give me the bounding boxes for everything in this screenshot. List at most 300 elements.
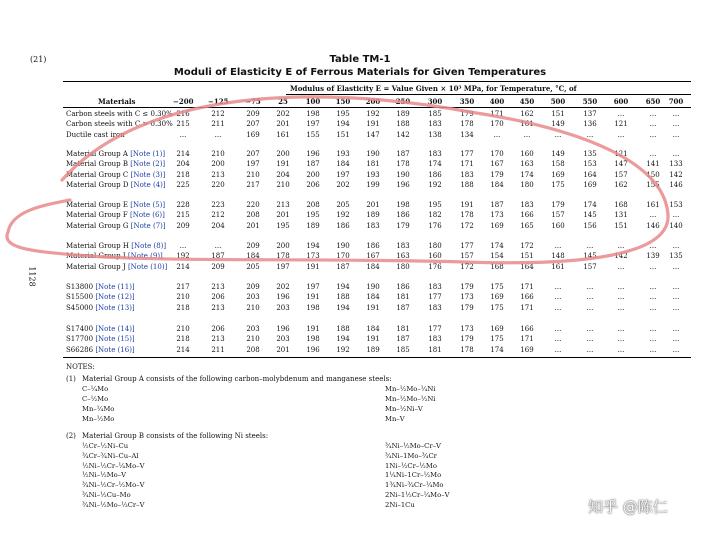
modulus-value: 214	[176, 262, 190, 271]
modulus-value: 220	[246, 201, 260, 209]
modulus-value: ...	[617, 242, 625, 250]
modulus-value: 194	[336, 120, 350, 129]
modulus-value: 183	[428, 283, 442, 291]
modulus-value: 223	[211, 201, 225, 209]
modulus-value: 151	[520, 252, 534, 261]
modulus-value: ...	[586, 283, 594, 291]
modulus-value: 199	[366, 180, 380, 189]
modulus-value: ...	[672, 345, 680, 354]
modulus-value: 183	[366, 221, 380, 230]
modulus-value: 176	[428, 221, 442, 230]
modulus-value: 169	[246, 130, 260, 139]
modulus-value: ...	[179, 130, 187, 139]
modulus-value: 178	[460, 211, 474, 220]
modulus-value: 138	[428, 130, 442, 139]
modulus-value: 209	[246, 242, 260, 250]
modulus-value: 195	[306, 211, 320, 220]
modulus-value: 147	[366, 130, 380, 139]
modulus-value: 198	[306, 110, 320, 118]
modulus-value: ...	[179, 242, 187, 250]
modulus-value: 209	[211, 262, 225, 271]
modulus-value: ...	[672, 130, 680, 139]
modulus-value: 204	[176, 160, 190, 169]
modulus-value: ...	[586, 293, 594, 302]
modulus-value: 212	[211, 110, 225, 118]
modulus-value: 195	[336, 110, 350, 118]
modulus-value: 189	[366, 211, 380, 220]
note-link[interactable]: [Note (2)]	[130, 160, 166, 169]
modulus-value: 187	[396, 150, 410, 158]
modulus-value: 161	[551, 262, 565, 271]
material-label: S17400	[66, 325, 94, 333]
temperature-header: −125	[208, 97, 229, 106]
modulus-value: 172	[460, 262, 474, 271]
modulus-value: 192	[336, 345, 350, 354]
modulus-value: 183	[520, 201, 534, 209]
modulus-value: 157	[583, 262, 597, 271]
material-label: Material Group D	[66, 180, 129, 189]
modulus-value: ...	[672, 211, 680, 220]
modulus-value: 208	[246, 345, 260, 354]
modulus-value: 136	[583, 120, 597, 129]
modulus-value: ...	[649, 345, 657, 354]
modulus-value: 171	[520, 335, 534, 344]
modulus-value: 146	[646, 221, 660, 230]
modulus-value: 209	[246, 110, 260, 118]
modulus-value: 197	[306, 120, 320, 129]
modulus-value: 188	[396, 120, 410, 129]
modulus-value: 191	[306, 325, 320, 333]
modulus-value: ...	[672, 293, 680, 302]
modulus-value: ...	[617, 303, 625, 312]
modulus-value: 147	[614, 160, 628, 169]
modulus-value: 169	[490, 293, 504, 302]
materials-header: Materials	[98, 97, 136, 106]
modulus-value: 180	[520, 180, 534, 189]
modulus-value: ...	[214, 130, 222, 139]
modulus-value: 218	[176, 335, 190, 344]
alloy-item: C–¹⁄₂Mo	[82, 395, 109, 403]
modulus-value: 187	[306, 160, 320, 169]
modulus-value: 201	[276, 120, 290, 129]
modulus-value: 196	[306, 345, 320, 354]
modulus-value: 161	[646, 201, 660, 209]
modulus-value: 213	[211, 335, 225, 344]
modulus-value: 151	[336, 130, 350, 139]
modulus-value: 186	[428, 170, 442, 179]
alloy-item: 1³⁄₄Ni–³⁄₄Cr–¹⁄₄Mo	[385, 481, 444, 490]
alloy-item: ³⁄₄Ni–¹⁄₂Cu–Mo	[82, 491, 131, 499]
modulus-value: 191	[366, 120, 380, 129]
note-link[interactable]: [Note (7)]	[130, 221, 166, 230]
modulus-value: 194	[336, 283, 350, 291]
modulus-value: 206	[211, 325, 225, 333]
modulus-value: 141	[646, 160, 660, 169]
note-link[interactable]: [Note (5)]	[130, 201, 166, 209]
modulus-value: 166	[520, 211, 534, 220]
alloy-item: ³⁄₄Ni–¹⁄₂Cr–¹⁄₂Mo–V	[82, 481, 145, 490]
modulus-value: ...	[672, 325, 680, 333]
modulus-value: 200	[276, 242, 290, 250]
modulus-value: 175	[551, 180, 565, 189]
table-title: Table TM-1	[329, 54, 391, 65]
modulus-value: 171	[520, 303, 534, 312]
modulus-value: 201	[246, 221, 260, 230]
modulus-value: 169	[490, 325, 504, 333]
modulus-value: 157	[551, 211, 565, 220]
alloy-item: ³⁄₄Ni–¹⁄₂Mo–Cr–V	[385, 442, 441, 450]
modulus-value: 187	[396, 335, 410, 344]
temperature-header: 100	[305, 97, 321, 106]
modulus-value: ...	[617, 293, 625, 302]
side-page-number: 1128	[27, 266, 37, 287]
modulus-value: 200	[276, 150, 290, 158]
modulus-value: ...	[672, 283, 680, 291]
temperature-header: 600	[613, 97, 629, 106]
modulus-value: 156	[583, 221, 597, 230]
modulus-value: 171	[490, 110, 504, 118]
modulus-value: 206	[211, 293, 225, 302]
alloy-item: Mn–¹⁄₂Ni–V	[385, 405, 423, 413]
modulus-value: ...	[586, 303, 594, 312]
temperature-header: 400	[489, 97, 505, 106]
modulus-value: 169	[520, 345, 534, 354]
modulus-value: ...	[617, 335, 625, 344]
note-link[interactable]: [Note (1)]	[130, 150, 166, 158]
temperature-header: 350	[459, 97, 475, 106]
temperature-header: 200	[365, 97, 381, 106]
modulus-value: 179	[460, 303, 474, 312]
material-label: Ductile cast iron	[66, 130, 125, 139]
modulus-value: ...	[523, 130, 531, 139]
material-label: Material Group F	[66, 211, 128, 220]
notes-heading: NOTES:	[66, 363, 95, 371]
modulus-value: 179	[460, 283, 474, 291]
modulus-value: 196	[306, 150, 320, 158]
modulus-value: 192	[336, 211, 350, 220]
temperature-header: −200	[173, 97, 194, 106]
modulus-value: 135	[583, 150, 597, 158]
modulus-value: 187	[396, 303, 410, 312]
modulus-value: 218	[176, 303, 190, 312]
note-link[interactable]: [Note (16)]	[95, 345, 135, 354]
modulus-value: 170	[490, 120, 504, 129]
note-link[interactable]: [Note (12)]	[95, 293, 135, 302]
modulus-value: 161	[276, 130, 290, 139]
modulus-value: 202	[276, 110, 290, 118]
modulus-value: 197	[336, 170, 350, 179]
alloy-item: 1¹⁄₄Ni–1Cr–¹⁄₂Mo	[385, 471, 442, 480]
modulus-value: ...	[649, 110, 657, 118]
modulus-value: 173	[460, 325, 474, 333]
modulus-value: 185	[428, 110, 442, 118]
modulus-value: 178	[460, 120, 474, 129]
modulus-value: 174	[490, 242, 504, 250]
modulus-value: 191	[306, 293, 320, 302]
modulus-value: 184	[490, 180, 504, 189]
modulus-value: 169	[490, 221, 504, 230]
alloy-item: 2Ni–1Cu	[385, 500, 415, 509]
modulus-value: 191	[306, 262, 320, 271]
modulus-value: 153	[583, 160, 597, 169]
modulus-value: ...	[586, 345, 594, 354]
modulus-value: 208	[246, 211, 260, 220]
modulus-value: 170	[336, 252, 350, 261]
modulus-value: 220	[211, 180, 225, 189]
modulus-value: 202	[276, 283, 290, 291]
modulus-value: 190	[396, 170, 410, 179]
modulus-value: 155	[646, 180, 660, 189]
modulus-value: 187	[490, 201, 504, 209]
modulus-value: 194	[336, 335, 350, 344]
modulus-value: 179	[396, 221, 410, 230]
temperature-header: 700	[668, 97, 684, 106]
alloy-item: Mn–¹⁄₂Mo–¹⁄₄Ni	[385, 385, 436, 393]
modulus-value: 181	[396, 325, 410, 333]
modulus-value: ...	[554, 242, 562, 250]
modulus-value: ...	[649, 120, 657, 129]
modulus-value: 170	[490, 150, 504, 158]
modulus-value: 149	[551, 120, 565, 129]
modulus-value: 212	[211, 211, 225, 220]
material-label: S13800	[66, 283, 94, 291]
modulus-value: ...	[649, 242, 657, 250]
material-label: Material Group C	[66, 170, 129, 179]
note-1-text: Material Group A consists of the following carbon–molybdenum and manganese steels:	[82, 375, 392, 383]
alloy-item: ¹⁄₂Cr–¹⁄₂Ni–Cu	[82, 442, 129, 450]
modulus-value: 179	[460, 335, 474, 344]
modulus-value: 172	[520, 242, 534, 250]
modulus-value: 183	[428, 150, 442, 158]
temperature-header: −75	[245, 97, 261, 106]
modulus-value: 181	[366, 160, 380, 169]
modulus-value: 186	[396, 283, 410, 291]
modulus-value: 190	[336, 242, 350, 250]
modulus-value: 210	[246, 170, 260, 179]
note-link[interactable]: [Note (6)]	[129, 211, 165, 220]
modulus-value: 187	[336, 262, 350, 271]
modulus-value: 182	[428, 211, 442, 220]
modulus-value: ...	[617, 283, 625, 291]
modulus-value: 145	[583, 252, 597, 261]
modulus-value: 165	[520, 221, 534, 230]
modulus-value: 139	[646, 252, 660, 261]
modulus-value: 180	[428, 242, 442, 250]
modulus-value: 174	[583, 201, 597, 209]
modulus-value: 210	[176, 325, 190, 333]
modulus-value: ...	[672, 262, 680, 271]
modulus-value: 171	[520, 283, 534, 291]
modulus-value: 198	[306, 303, 320, 312]
note-link[interactable]: [Note (9)]	[127, 252, 163, 261]
modulus-value: 183	[428, 303, 442, 312]
modulus-value: 183	[428, 120, 442, 129]
modulus-value: 184	[366, 293, 380, 302]
modulus-value: 215	[176, 120, 190, 129]
modulus-value: 195	[276, 221, 290, 230]
note-link[interactable]: [Note (15)]	[95, 335, 135, 344]
modulus-value: 181	[428, 345, 442, 354]
modulus-value: 168	[490, 262, 504, 271]
note-link[interactable]: [Note (14)]	[95, 325, 135, 333]
modulus-value: 180	[396, 262, 410, 271]
note-link[interactable]: [Note (4)]	[130, 180, 166, 189]
modulus-value: 163	[396, 252, 410, 261]
modulus-value: 189	[366, 345, 380, 354]
modulus-value: 168	[614, 201, 628, 209]
modulus-value: ...	[214, 242, 222, 250]
modulus-value: 192	[428, 180, 442, 189]
modulus-value: 191	[366, 335, 380, 344]
modulus-value: ...	[554, 303, 562, 312]
modulus-value: ...	[554, 345, 562, 354]
modulus-value: 186	[336, 221, 350, 230]
modulus-value: 193	[366, 170, 380, 179]
modulus-value: ...	[649, 262, 657, 271]
modulus-value: ...	[649, 335, 657, 344]
modulus-value: 185	[396, 345, 410, 354]
modulus-value: 210	[246, 335, 260, 344]
modulus-value: ...	[649, 130, 657, 139]
modulus-value: 174	[428, 160, 442, 169]
modulus-value: 149	[551, 150, 565, 158]
alloy-item: 1Ni–¹⁄₂Cr–¹⁄₂Mo	[385, 461, 437, 470]
modulus-value: ...	[617, 262, 625, 271]
modulus-value: 218	[176, 170, 190, 179]
alloy-item: ¹⁄₂Ni–¹⁄₂Cr–¹⁄₄Mo–V	[82, 461, 145, 470]
page-number: (21)	[30, 55, 47, 64]
modulus-value: 214	[176, 345, 190, 354]
modulus-value: 172	[460, 221, 474, 230]
temperature-header: 450	[519, 97, 535, 106]
modulus-value: 188	[336, 325, 350, 333]
modulus-value: 196	[276, 293, 290, 302]
modulus-value: 145	[583, 211, 597, 220]
modulus-value: 184	[246, 252, 260, 261]
temperature-header: 500	[550, 97, 566, 106]
modulus-value: 211	[211, 345, 225, 354]
modulus-value: 169	[583, 180, 597, 189]
modulus-value: 162	[520, 110, 534, 118]
temperature-header: 650	[645, 97, 661, 106]
modulus-value: 209	[176, 221, 190, 230]
note-link[interactable]: [Note (10)]	[127, 262, 168, 271]
temperature-header: 150	[335, 97, 351, 106]
modulus-value: 201	[276, 211, 290, 220]
modulus-value: 175	[490, 335, 504, 344]
modulus-value: 179	[460, 110, 474, 118]
temperature-header: 250	[395, 97, 411, 106]
modulus-value: ...	[672, 150, 680, 158]
modulus-value: 178	[276, 252, 290, 261]
modulus-value: 164	[583, 170, 597, 179]
modulus-value: 210	[176, 293, 190, 302]
note-link[interactable]: [Note (8)]	[131, 242, 167, 250]
modulus-value: 188	[336, 293, 350, 302]
modulus-value: 166	[520, 293, 534, 302]
modulus-value: 201	[276, 345, 290, 354]
alloy-item: ³⁄₄Ni–¹⁄₂Mo–¹⁄₃Cr–V	[82, 500, 145, 509]
modulus-value: ...	[649, 150, 657, 158]
note-link[interactable]: [Note (3)]	[130, 170, 166, 179]
modulus-value: 190	[366, 283, 380, 291]
modulus-value: 161	[520, 120, 534, 129]
modulus-value: 191	[460, 201, 474, 209]
modulus-value: 210	[276, 180, 290, 189]
modulus-value: 186	[396, 211, 410, 220]
modulus-value: 167	[490, 160, 504, 169]
modulus-value: 216	[176, 110, 190, 118]
modulus-value: ...	[586, 335, 594, 344]
temperature-header: 25	[278, 97, 288, 106]
modulus-value: 209	[246, 283, 260, 291]
alloy-item: ¹⁄₂Ni–¹⁄₂Mo–V	[82, 471, 127, 480]
modulus-value: 142	[396, 130, 410, 139]
modulus-value: 163	[520, 160, 534, 169]
material-label: Material Group G	[66, 221, 129, 230]
modulus-value: 171	[460, 160, 474, 169]
alloy-item: ³⁄₄Cr–³⁄₄Ni–Cu–Al	[82, 451, 139, 460]
note-link[interactable]: [Note (13)]	[95, 303, 135, 312]
modulus-value: 201	[366, 201, 380, 209]
modulus-value: 210	[211, 150, 225, 158]
alloy-item: 2Ni–1¹⁄₂Cr–¹⁄₄Mo–V	[385, 491, 450, 499]
modulus-value: 203	[276, 303, 290, 312]
modulus-value: ...	[586, 130, 594, 139]
modulus-value: 151	[614, 221, 628, 230]
modulus-value: 135	[669, 252, 683, 261]
modulus-value: 175	[490, 283, 504, 291]
modulus-value: ...	[586, 242, 594, 250]
modulus-value: 177	[428, 293, 442, 302]
modulus-value: 215	[176, 211, 190, 220]
temperature-header: 550	[582, 97, 598, 106]
modulus-value: 146	[669, 180, 683, 189]
modulus-value: ...	[493, 130, 501, 139]
watermark: 知乎 @陈仁	[588, 498, 668, 516]
modulus-value: 189	[306, 221, 320, 230]
material-label: S15500	[66, 293, 94, 302]
note-1-number: (1)	[66, 375, 76, 383]
modulus-value: 174	[490, 345, 504, 354]
modulus-value: 164	[520, 262, 534, 271]
modulus-value: 214	[176, 150, 190, 158]
modulus-value: 151	[551, 110, 565, 118]
modulus-value: 160	[520, 150, 534, 158]
modulus-value: 175	[490, 303, 504, 312]
modulus-value: ...	[554, 293, 562, 302]
material-label: S17700	[66, 335, 94, 344]
note-link[interactable]: [Note (11)]	[95, 283, 135, 291]
alloy-item: Mn–¹⁄₄Mo	[82, 405, 115, 413]
modulus-value: 162	[614, 180, 628, 189]
modulus-value: 217	[176, 283, 190, 291]
modulus-value: 183	[460, 170, 474, 179]
modulus-value: 204	[276, 170, 290, 179]
modulus-value: 213	[211, 283, 225, 291]
modulus-value: 174	[520, 170, 534, 179]
modulus-value: 205	[246, 262, 260, 271]
alloy-item: Mn–V	[385, 415, 405, 423]
modulus-value: 213	[211, 303, 225, 312]
modulus-value: 213	[211, 170, 225, 179]
modulus-value: 203	[276, 335, 290, 344]
modulus-value: 184	[336, 160, 350, 169]
modulus-value: 228	[176, 201, 190, 209]
modulus-value: 186	[366, 242, 380, 250]
modulus-value: 225	[176, 180, 190, 189]
modulus-value: 197	[276, 262, 290, 271]
